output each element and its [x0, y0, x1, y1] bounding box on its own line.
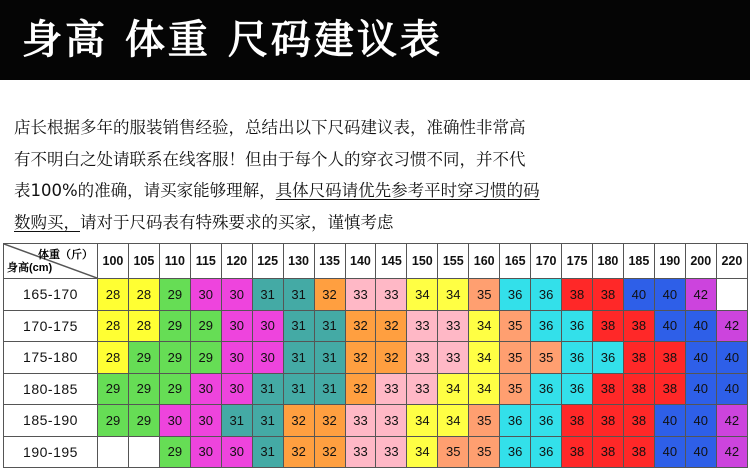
size-cell: 40 [654, 405, 685, 437]
intro-line-3-underlined: 具体尺码请优先参考平时穿习惯的码 [275, 181, 540, 200]
size-cell: 36 [500, 405, 531, 437]
size-cell: 34 [407, 279, 438, 311]
intro-line-2: 有不明白之处请联系在线客服！但由于每个人的穿衣习惯不同，并不代 [14, 149, 526, 169]
weight-header-145: 145 [376, 244, 407, 279]
weight-header-165: 165 [500, 244, 531, 279]
weight-header-155: 155 [438, 244, 469, 279]
size-cell: 33 [376, 279, 407, 311]
height-range-cell: 190-195 [4, 436, 98, 468]
size-cell: 29 [128, 405, 159, 437]
size-cell: 42 [716, 310, 747, 342]
intro-line-3 [14, 175, 604, 207]
size-cell: 36 [593, 342, 624, 374]
size-cell: 38 [593, 373, 624, 405]
header-banner [0, 0, 750, 80]
size-chart-table [3, 243, 748, 468]
weight-header-130: 130 [283, 244, 314, 279]
size-cell: 34 [438, 373, 469, 405]
size-cell: 40 [654, 310, 685, 342]
size-cell: 30 [159, 405, 190, 437]
size-cell: 32 [345, 310, 376, 342]
size-cell: 35 [438, 436, 469, 468]
size-cell: 35 [500, 342, 531, 374]
size-cell: 35 [469, 279, 500, 311]
size-cell: 38 [593, 436, 624, 468]
weight-header-170: 170 [531, 244, 562, 279]
size-cell: 34 [469, 342, 500, 374]
size-cell: 35 [500, 373, 531, 405]
size-cell: 34 [469, 310, 500, 342]
weight-header-185: 185 [623, 244, 654, 279]
size-cell: 31 [252, 436, 283, 468]
size-cell [98, 436, 129, 468]
size-cell: 34 [469, 373, 500, 405]
size-cell: 42 [716, 436, 747, 468]
corner-cell [4, 244, 98, 279]
weight-header-120: 120 [221, 244, 252, 279]
size-cell: 38 [562, 405, 593, 437]
size-cell: 38 [562, 279, 593, 311]
size-cell: 29 [190, 310, 221, 342]
size-cell: 38 [623, 373, 654, 405]
size-cell: 32 [314, 405, 345, 437]
size-cell: 38 [593, 405, 624, 437]
size-cell: 33 [376, 405, 407, 437]
size-cell: 28 [98, 310, 129, 342]
size-cell: 33 [407, 342, 438, 374]
size-cell: 32 [314, 436, 345, 468]
size-cell: 35 [469, 436, 500, 468]
size-cell: 30 [252, 342, 283, 374]
size-cell: 29 [98, 405, 129, 437]
table-row [4, 342, 748, 374]
size-cell: 34 [438, 279, 469, 311]
size-cell: 30 [221, 436, 252, 468]
size-cell: 40 [716, 373, 747, 405]
size-cell: 35 [500, 310, 531, 342]
size-cell: 38 [623, 405, 654, 437]
table-row [4, 310, 748, 342]
corner-height-label: 身高(cm) [7, 262, 53, 274]
size-cell: 33 [345, 405, 376, 437]
size-cell: 31 [252, 405, 283, 437]
size-cell: 28 [98, 342, 129, 374]
intro-line-1: 店长根据多年的服装销售经验，总结出以下尺码建议表，准确性非常高 [14, 118, 526, 137]
height-range-cell: 175-180 [4, 342, 98, 374]
weight-header-row [4, 244, 748, 279]
size-cell [716, 279, 747, 311]
weight-header-110: 110 [159, 244, 190, 279]
size-cell: 40 [685, 310, 716, 342]
size-cell: 29 [159, 310, 190, 342]
height-range-cell: 180-185 [4, 373, 98, 405]
size-cell: 29 [128, 342, 159, 374]
size-cell: 34 [438, 405, 469, 437]
size-cell: 30 [190, 279, 221, 311]
size-cell: 40 [685, 405, 716, 437]
size-cell: 33 [376, 436, 407, 468]
corner-weight-label: 体重（斤） [38, 249, 93, 261]
size-cell: 28 [128, 279, 159, 311]
size-cell: 36 [531, 436, 562, 468]
size-cell: 31 [283, 373, 314, 405]
size-cell: 29 [159, 373, 190, 405]
size-cell: 30 [221, 279, 252, 311]
height-range-cell: 165-170 [4, 279, 98, 311]
size-cell: 38 [623, 436, 654, 468]
size-cell: 36 [500, 279, 531, 311]
weight-header-105: 105 [128, 244, 159, 279]
weight-header-175: 175 [562, 244, 593, 279]
size-cell [128, 436, 159, 468]
size-cell: 31 [314, 342, 345, 374]
banner-title: 身高 体重 尺码建议表 [22, 16, 443, 63]
size-cell: 29 [159, 436, 190, 468]
size-cell: 35 [469, 405, 500, 437]
size-cell: 36 [562, 342, 593, 374]
size-cell: 30 [190, 436, 221, 468]
size-cell: 38 [593, 310, 624, 342]
size-cell: 31 [314, 373, 345, 405]
intro-text [14, 112, 604, 238]
size-cell: 30 [252, 310, 283, 342]
table-row [4, 279, 748, 311]
size-cell: 38 [562, 436, 593, 468]
weight-header-150: 150 [407, 244, 438, 279]
table-row [4, 405, 748, 437]
size-cell: 38 [623, 342, 654, 374]
size-cell: 30 [221, 373, 252, 405]
size-cell: 36 [500, 436, 531, 468]
size-cell: 29 [190, 342, 221, 374]
size-cell: 31 [221, 405, 252, 437]
size-cell: 33 [345, 436, 376, 468]
weight-header-160: 160 [469, 244, 500, 279]
size-cell: 33 [376, 373, 407, 405]
size-cell: 33 [407, 310, 438, 342]
size-cell: 30 [221, 310, 252, 342]
size-cell: 36 [531, 405, 562, 437]
table-row [4, 373, 748, 405]
size-cell: 40 [654, 436, 685, 468]
weight-header-135: 135 [314, 244, 345, 279]
size-cell: 30 [221, 342, 252, 374]
weight-header-220: 220 [716, 244, 747, 279]
size-cell: 32 [314, 279, 345, 311]
size-cell: 32 [376, 310, 407, 342]
size-cell: 29 [159, 279, 190, 311]
size-cell: 38 [623, 310, 654, 342]
size-cell: 36 [531, 279, 562, 311]
size-cell: 33 [407, 373, 438, 405]
size-cell: 33 [438, 342, 469, 374]
size-cell: 32 [283, 436, 314, 468]
size-cell: 36 [531, 310, 562, 342]
size-cell: 30 [190, 373, 221, 405]
size-cell: 38 [654, 373, 685, 405]
height-range-cell: 170-175 [4, 310, 98, 342]
size-cell: 32 [283, 405, 314, 437]
size-cell: 29 [98, 373, 129, 405]
size-cell: 40 [685, 342, 716, 374]
intro-line-4 [14, 207, 604, 239]
size-cell: 34 [407, 405, 438, 437]
size-cell: 29 [128, 373, 159, 405]
size-cell: 38 [654, 342, 685, 374]
size-cell: 40 [654, 279, 685, 311]
size-cell: 36 [531, 373, 562, 405]
size-cell: 42 [685, 279, 716, 311]
weight-header-115: 115 [190, 244, 221, 279]
size-cell: 40 [623, 279, 654, 311]
size-cell: 32 [345, 373, 376, 405]
weight-header-200: 200 [685, 244, 716, 279]
intro-line-4-plain: 请对于尺码表有特殊要求的买家，谨慎考虑 [80, 212, 394, 232]
size-cell: 40 [716, 342, 747, 374]
size-cell: 34 [407, 436, 438, 468]
weight-header-100: 100 [98, 244, 129, 279]
weight-header-140: 140 [345, 244, 376, 279]
intro-line-3-plain: 表100%的准确，请买家能够理解， [14, 181, 276, 200]
size-cell: 38 [593, 279, 624, 311]
size-cell: 40 [685, 436, 716, 468]
intro-line-4-underlined: 数购买， [14, 212, 80, 232]
size-cell: 33 [438, 310, 469, 342]
size-cell: 28 [98, 279, 129, 311]
table-row [4, 436, 748, 468]
size-cell: 36 [562, 310, 593, 342]
size-cell: 31 [252, 373, 283, 405]
size-cell: 35 [531, 342, 562, 374]
height-range-cell: 185-190 [4, 405, 98, 437]
size-cell: 31 [283, 342, 314, 374]
size-cell: 31 [252, 279, 283, 311]
size-cell: 42 [716, 405, 747, 437]
size-cell: 36 [562, 373, 593, 405]
size-cell: 29 [159, 342, 190, 374]
size-cell: 32 [345, 342, 376, 374]
weight-header-180: 180 [593, 244, 624, 279]
size-cell: 30 [190, 405, 221, 437]
size-cell: 31 [283, 279, 314, 311]
size-cell: 28 [128, 310, 159, 342]
size-cell: 33 [345, 279, 376, 311]
size-cell: 32 [376, 342, 407, 374]
size-cell: 40 [685, 373, 716, 405]
size-cell: 31 [283, 310, 314, 342]
size-cell: 31 [314, 310, 345, 342]
weight-header-125: 125 [252, 244, 283, 279]
weight-header-190: 190 [654, 244, 685, 279]
